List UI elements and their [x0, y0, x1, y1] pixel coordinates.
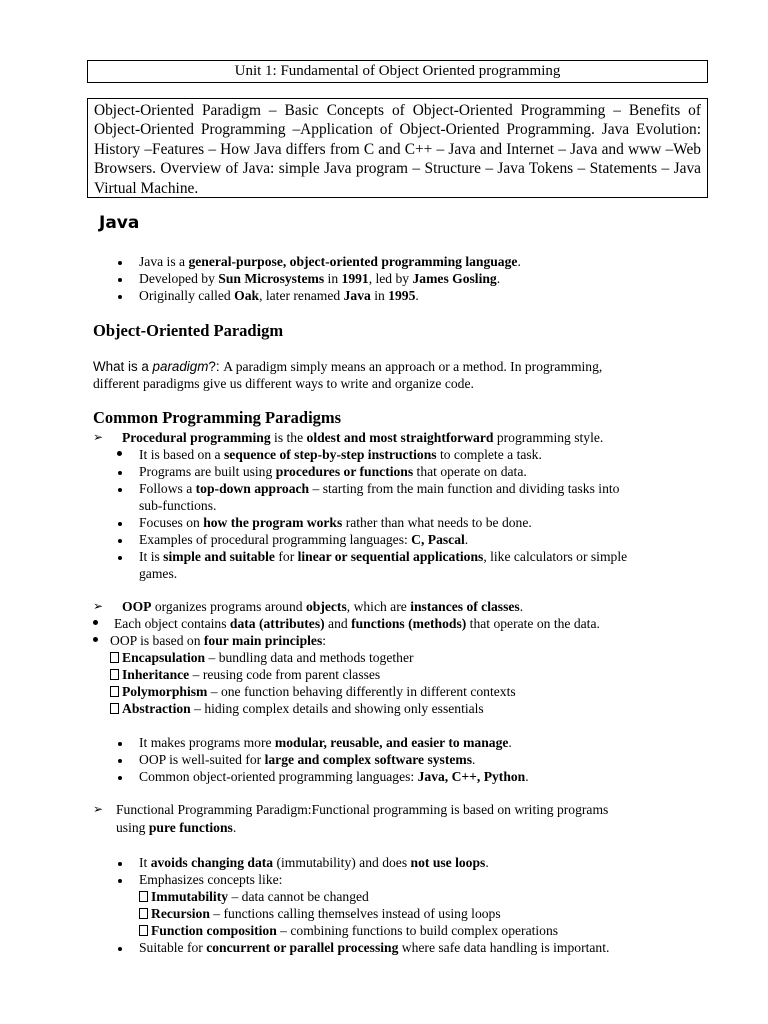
procedural-point-6-cont: games. — [139, 566, 178, 581]
procedural-point-3: Follows a top-down approach – starting from the main function and dividing tasks into — [139, 481, 620, 496]
bullet-icon — [118, 278, 122, 282]
checkbox-icon — [139, 908, 148, 919]
java-bullet-1: Java is a general-purpose, object-oriented programming language. — [139, 254, 521, 269]
checkbox-icon — [110, 703, 119, 714]
concept-function-composition: Function composition – combining functions to build complex operations — [139, 922, 558, 939]
oop-point-1: Each object contains data (attributes) and functions (methods) that operate on the data. — [114, 616, 600, 631]
concept-immutability: Immutability – data cannot be changed — [139, 888, 369, 905]
bullet-icon — [118, 776, 122, 780]
common-paradigms-heading: Common Programming Paradigms — [93, 408, 342, 427]
oop-intro: OOP organizes programs around objects, which are instances of classes. — [122, 599, 524, 614]
arrow-bullet-icon: ➢ — [93, 430, 104, 444]
oop-paradigm-heading: Object-Oriented Paradigm — [93, 321, 284, 340]
bullet-icon — [118, 471, 122, 475]
procedural-point-6: It is simple and suitable for linear or sequential applications, like calculators or simple — [139, 549, 628, 564]
functional-point-1: It avoids changing data (immutability) and does not use loops. — [139, 855, 489, 870]
procedural-point-2: Programs are built using procedures or functions that operate on data. — [139, 464, 527, 479]
bullet-icon — [118, 862, 122, 866]
procedural-point-4: Focuses on how the program works rather than what needs to be done. — [139, 515, 532, 530]
syllabus-box: Object-Oriented Paradigm – Basic Concepts of Object-Oriented Programming – Benefits of Object-Oriented Programming –Application of Object-Oriented Programming. Java Evolution: History –Features – How Java differs from C and C++ – Java and Internet – Java and www –Web Browsers. Overview of Java: simple Java program – Structure – Java Tokens – Statements – Java Virtual Machine. — [87, 98, 708, 198]
checkbox-icon — [110, 669, 119, 680]
concept-recursion: Recursion – functions calling themselves instead of using loops — [139, 905, 501, 922]
bullet-icon — [118, 879, 122, 883]
oop-point-2: OOP is based on four main principles: — [110, 633, 327, 648]
paradigm-definition: What is a paradigm?: A paradigm simply means an approach or a method. In programming, — [93, 359, 603, 374]
checkbox-icon — [110, 686, 119, 697]
bullet-icon — [118, 261, 122, 265]
bullet-icon — [93, 620, 98, 625]
bullet-icon — [118, 539, 122, 543]
functional-point-2: Emphasizes concepts like: — [139, 872, 283, 887]
bullet-icon — [117, 451, 122, 456]
oop-merit-2: OOP is well-suited for large and complex software systems. — [139, 752, 476, 767]
paradigm-definition-line2: different paradigms give us different ways to write and organize code. — [93, 376, 474, 391]
bullet-icon — [118, 947, 122, 951]
unit-title: Unit 1: Fundamental of Object Oriented programming — [87, 60, 708, 83]
functional-intro: Functional Programming Paradigm:Functional programming is based on writing programs — [116, 802, 609, 817]
principle-encapsulation: Encapsulation – bundling data and methods together — [110, 649, 414, 666]
bullet-icon — [118, 295, 122, 299]
functional-intro-cont: using pure functions. — [116, 820, 237, 835]
bullet-icon — [118, 488, 122, 492]
checkbox-icon — [139, 925, 148, 936]
bullet-icon — [118, 759, 122, 763]
checkbox-icon — [110, 652, 119, 663]
java-heading: Java — [99, 213, 140, 233]
bullet-icon — [93, 637, 98, 642]
bullet-icon — [118, 522, 122, 526]
java-bullet-2: Developed by Sun Microsystems in 1991, led by James Gosling. — [139, 271, 501, 286]
procedural-intro: Procedural programming is the oldest and most straightforward programming style. — [122, 430, 604, 445]
bullet-icon — [118, 556, 122, 560]
principle-inheritance: Inheritance – reusing code from parent classes — [110, 666, 380, 683]
principle-polymorphism: Polymorphism – one function behaving differently in different contexts — [110, 683, 516, 700]
checkbox-icon — [139, 891, 148, 902]
procedural-point-3-cont: sub-functions. — [139, 498, 217, 513]
arrow-bullet-icon: ➢ — [93, 599, 104, 613]
oop-merit-3: Common object-oriented programming languages: Java, C++, Python. — [139, 769, 529, 784]
java-bullet-3: Originally called Oak, later renamed Java in 1995. — [139, 288, 419, 303]
bullet-icon — [118, 742, 122, 746]
oop-merit-1: It makes programs more modular, reusable, and easier to manage. — [139, 735, 512, 750]
arrow-bullet-icon: ➢ — [93, 802, 104, 816]
procedural-point-1: It is based on a sequence of step-by-step instructions to complete a task. — [139, 447, 542, 462]
principle-abstraction: Abstraction – hiding complex details and showing only essentials — [110, 700, 484, 717]
functional-point-3: Suitable for concurrent or parallel processing where safe data handling is important. — [139, 940, 610, 955]
procedural-point-5: Examples of procedural programming languages: C, Pascal. — [139, 532, 469, 547]
